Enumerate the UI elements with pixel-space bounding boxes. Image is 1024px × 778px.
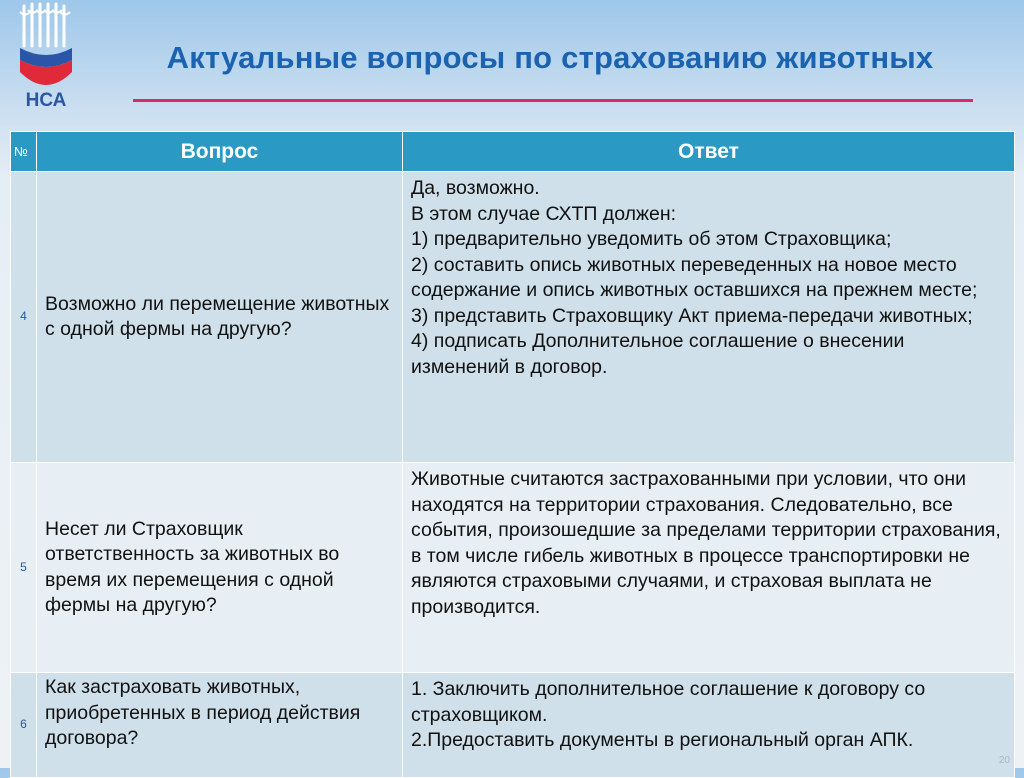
table-row <box>11 172 1015 463</box>
answer-line: 4) подписать Дополнительное соглашение о внесении изменений в договор. <box>411 330 905 378</box>
slide-title: Актуальные вопросы по страхованию животных <box>166 40 934 75</box>
row-number: 4 <box>11 172 37 463</box>
table-row <box>11 673 1015 778</box>
answer-line: В этом случае СХТП должен: <box>411 202 677 225</box>
header-answer: Ответ <box>403 132 1015 172</box>
page-number: 20 <box>998 755 1010 766</box>
row-number: 5 <box>11 463 37 673</box>
table-row <box>11 463 1015 673</box>
logo-text: НСА <box>25 90 67 111</box>
table-header-row <box>11 132 1015 172</box>
answer-line: 1. Заключить дополнительное соглашение к договору со страховщиком. <box>411 678 926 726</box>
header-number: № <box>11 132 37 172</box>
question-cell: Возможно ли перемещение животных с одной фермы на другую? <box>37 172 403 463</box>
title-underline <box>133 99 973 102</box>
nsa-logo <box>18 2 74 114</box>
answer-line: Да, возможно. <box>411 177 540 199</box>
row-number: 6 <box>11 673 37 778</box>
header-question: Вопрос <box>37 132 403 172</box>
wheat-ears-icon <box>20 4 70 46</box>
answer-cell <box>403 673 1015 778</box>
answer-cell <box>403 172 1015 463</box>
question-cell: Как застраховать животных, приобретенных в период действия договора? <box>37 673 403 778</box>
answer-line: Животные считаются застрахованными при условии, что они находятся на территории страхования. Следовательно, все события, произошедшие за пределами территории страхования, в том числе гибель животных в процессе транспортировки не являются страховыми случаями, и страховая выплата не производится. <box>411 468 1001 618</box>
qa-table <box>10 131 1015 778</box>
answer-cell <box>403 463 1015 673</box>
question-cell: Несет ли Страховщик ответственность за животных во время их перемещения с одной фермы на другую? <box>37 463 403 673</box>
answer-line: 3) представить Страховщику Акт приема-передачи животных; <box>411 304 973 327</box>
answer-line: 2.Предоставить документы в региональный орган АПК. <box>411 729 914 751</box>
answer-line: 1) предварительно уведомить об этом Страховщика; <box>411 228 892 250</box>
answer-line: 2) составить опись животных переведенных на новое место содержание и опись животных оставшихся на прежнем месте; <box>411 253 978 301</box>
